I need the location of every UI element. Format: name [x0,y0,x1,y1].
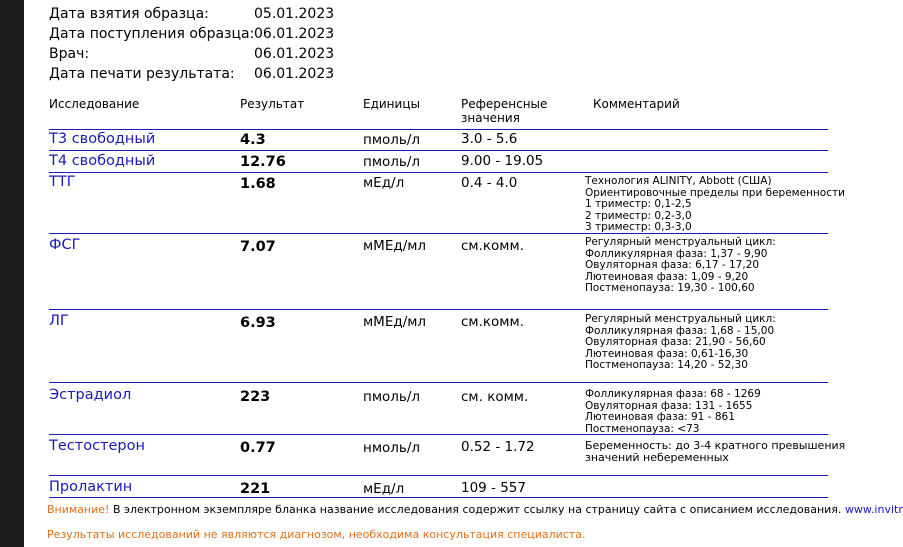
comment-line: 2 триместр: 0,2-3,0 [585,209,692,222]
test-link-testosterone[interactable]: Тестостерон [49,438,145,454]
comment-text [585,176,845,234]
doctor-value: 06.01.2023 [254,46,335,62]
result-value: 6.93 [240,315,276,331]
result-value: 221 [240,481,271,497]
comment-line: 1 триместр: 0,1-2,5 [585,198,692,210]
comment-line: Ориентировочные пределы при беременности [585,186,845,199]
test-link-t3[interactable]: Т3 свободный [49,131,156,147]
window-left-border [0,0,24,547]
comment-text [585,389,761,435]
sample-date-value: 05.01.2023 [254,6,335,22]
row-divider [49,475,828,476]
disclaimer-text: Результаты исследований не являются диагнозом, необходима консультация специалиста. [47,528,586,541]
comment-line: Постменопауза: 14,20 - 52,30 [585,359,748,371]
comment-line: Лютеиновая фаза: 0,61-16,30 [585,347,749,360]
comment-line: Технология ALINITY, Abbott (США) [585,175,772,187]
reference-value: см.комм. [461,238,524,254]
receipt-date-label: Дата поступления образца: [49,26,255,42]
header-reference-line2: значения [461,111,520,125]
comment-line: Беременность: до 3-4 кратного превышения [585,439,846,452]
header-reference-line1: Референсные [461,97,548,111]
comment-text [585,440,845,463]
result-value: 0.77 [240,440,276,456]
result-value: 223 [240,389,271,405]
doctor-label: Врач: [49,46,90,62]
print-date-value: 06.01.2023 [254,66,335,82]
row-divider [49,382,828,383]
footer-notice [47,503,903,516]
row-divider [49,497,828,498]
warning-label: Внимание! [47,503,110,516]
comment-line: Регулярный менструальный цикл: [585,236,776,248]
reference-value: см.комм. [461,314,524,330]
units-value: нмоль/л [363,440,421,456]
header-divider [49,129,828,130]
site-link[interactable]: www.invitr [844,503,903,516]
comment-line: Постменопауза: <73 [585,422,700,435]
comment-line: Лютеиновая фаза: 91 - 861 [585,411,735,423]
units-value: пмоль/л [363,132,421,148]
comment-line: Фолликулярная фаза: 68 - 1269 [585,388,761,400]
comment-line: Фолликулярная фаза: 1,68 - 15,00 [585,324,775,337]
header-result: Результат [240,97,305,111]
test-link-fsg[interactable]: ФСГ [49,237,81,253]
test-link-estradiol[interactable]: Эстрадиол [49,387,132,403]
row-divider [49,172,828,173]
comment-line: Овуляторная фаза: 21,90 - 56,60 [585,336,766,348]
units-value: мМЕд/мл [363,314,427,330]
row-divider [49,233,828,234]
comment-line: значений небеременных [585,450,729,464]
result-value: 7.07 [240,239,276,255]
notice-text: В электронном экземпляре бланка название исследования содержит ссылку на страницу сайта с описанием исследования. [109,503,845,516]
row-divider [49,150,828,151]
comment-line: Овуляторная фаза: 6,17 - 17,20 [585,259,760,271]
comment-text [585,314,776,372]
header-units: Единицы [363,97,420,111]
reference-value: см. комм. [461,389,529,405]
units-value: мЕд/л [363,481,405,497]
units-value: пмоль/л [363,154,421,170]
reference-value: 109 - 557 [461,480,526,496]
comment-line: Овуляторная фаза: 131 - 1655 [585,399,753,412]
test-link-ttg[interactable]: ТТГ [49,174,76,190]
units-value: мМЕд/мл [363,238,427,254]
header-reference [461,97,547,125]
result-value: 12.76 [240,154,286,170]
receipt-date-value: 06.01.2023 [254,26,335,42]
comment-line: Регулярный менструальный цикл: [585,313,776,325]
row-divider [49,309,828,310]
test-link-lg[interactable]: ЛГ [49,313,69,329]
comment-line: Фолликулярная фаза: 1,37 - 9,90 [585,247,768,260]
sample-date-label: Дата взятия образца: [49,6,209,22]
reference-value: 3.0 - 5.6 [461,131,518,147]
units-value: мЕд/л [363,175,405,191]
test-link-t4[interactable]: Т4 свободный [49,153,156,169]
header-comment: Комментарий [593,97,680,111]
header-test: Исследование [49,97,140,111]
units-value: пмоль/л [363,389,421,405]
test-link-prolactin[interactable]: Пролактин [49,479,133,495]
comment-line: Лютеиновая фаза: 1,09 - 9,20 [585,270,749,283]
result-value: 1.68 [240,176,276,192]
comment-line: 3 триместр: 0,3-3,0 [585,221,692,233]
comment-line: Постменопауза: 19,30 - 100,60 [585,282,755,294]
reference-value: 0.4 - 4.0 [461,175,518,191]
print-date-label: Дата печати результата: [49,66,235,82]
reference-value: 0.52 - 1.72 [461,439,535,455]
result-value: 4.3 [240,132,266,148]
row-divider [49,434,828,435]
reference-value: 9.00 - 19.05 [461,153,544,169]
comment-text [585,237,776,295]
